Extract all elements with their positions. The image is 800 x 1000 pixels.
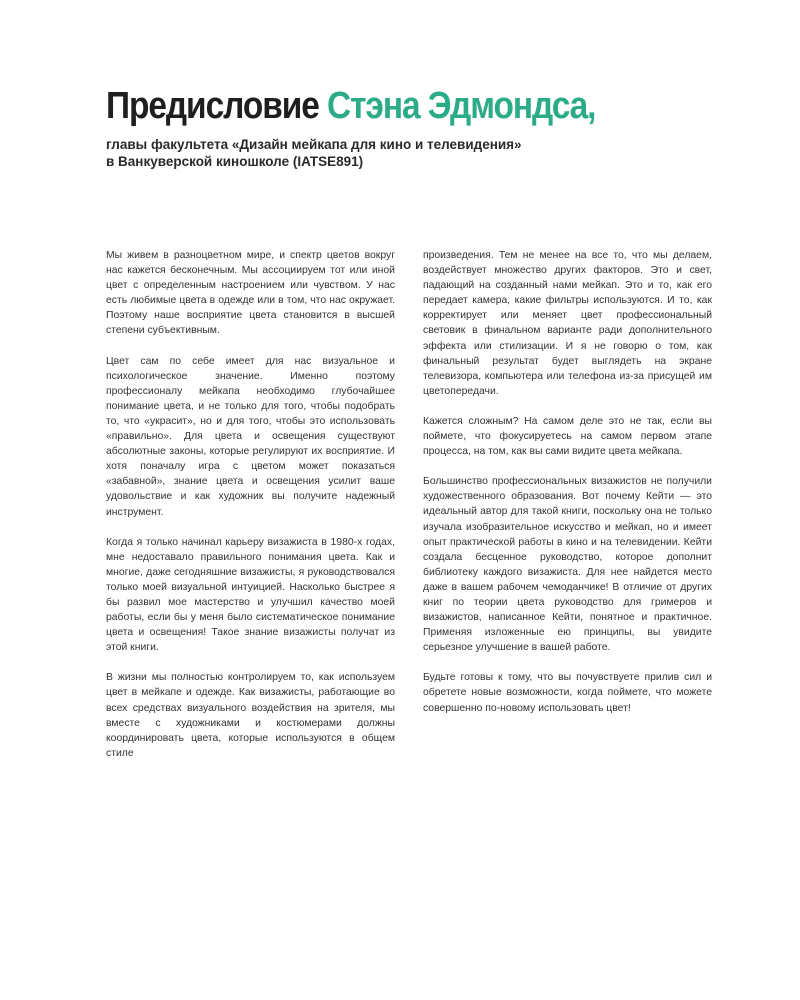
title-accent-part: Стэна Эдмондса, (327, 85, 596, 127)
subtitle-line-1: главы факультета «Дизайн мейкапа для кино и телевидения» (106, 137, 522, 152)
paragraph: Большинство профессиональных визажистов не получили художественного образования. Вот почему Кейти — это идеальный автор для такой книги, поскольку она не только изучала изобразительное искусство и мейкап, но и имеет опыт практической работы в кино и на телевидении. Кейти создала бесценное руководство, которое дополнит библиотеку каждого визажиста. Для нее найдется место даже в вашем рабочем чемоданчике! В отличие от других книг по теории цвета руководство для гримеров и визажистов, написанное Кейти, понятное и практичное. Применяя изложенные ею принципы, вы увидите серьезное улучшение в вашей работе. (423, 476, 712, 654)
right-column (423, 248, 712, 731)
subtitle-line-2: в Ванкуверской киношколе (IATSE891) (106, 154, 364, 169)
page-title (106, 84, 595, 128)
left-column (106, 248, 395, 776)
paragraph: Когда я только начинал карьеру визажиста в 1980-х годах, мне недоставало правильного понимания цвета. Как и многие, даже сегодняшние визажисты, я руководствовался только моей визуальной интуицией. Насколько быстрее я бы развил мое мастерство и улучшил качество моей работы, если бы у меня было систематическое понимание цвета и освещения! Такое знание визажисты получат из этой книги. (106, 536, 395, 654)
paragraph: Кажется сложным? На самом деле это не так, если вы поймете, что фокусируетесь на самом первом этапе процесса, на том, как вы сами видите цвета мейкапа. (423, 415, 712, 458)
paragraph: Будьте готовы к тому, что вы почувствуете прилив сил и обретете новые возможности, когда поймете, что можете совершенно по-новому использовать цвет! (423, 672, 712, 714)
title-dark-part: Предисловие (106, 85, 319, 127)
paragraph: Цвет сам по себе имеет для нас визуальное и психологическое значение. Именно поэтому профессионалу мейкапа необходимо глубочайшее понимание цвета, и не только для того, чтобы подобрать то, что «украсит», но и для того, чтобы это использовать «правильно». Для цвета и освещения существуют абсолютные законы, которые регулируют их восприятие. И хотя поначалу игра с цветом может показаться «забавной», знание цвета и освещения усилит ваше удовольствие и как художник вы получите надежный инструмент. (106, 355, 395, 518)
paragraph: Мы живем в разноцветном мире, и спектр цветов вокруг нас кажется бесконечным. Мы ассоциируем тот или иной цвет с определенным настроением или чувством. У нас есть любимые цвета в одежде или в том, что нас окружает. Поэтому наше восприятие цвета становится в высшей степени субъективным. (106, 250, 395, 337)
paragraph: В жизни мы полностью контролируем то, как используем цвет в мейкапе и одежде. Как визажисты, работающие во всех средствах визуального воздействия на зрителя, мы вместе с художниками и костюмерами должны координировать цвета, которые используются в общем стиле (106, 672, 395, 759)
paragraph: произведения. Тем не менее на все то, что мы делаем, воздействует множество других факторов. Это и свет, падающий на созданный нами мейкап. Это и то, как его передает камера, какие фильтры используются. И то, как корректирует или меняет цвет профессиональный световик в финальном варианте ради дополнительного эффекта или стилизации. И я не говорю о том, как финальный результат будет выглядеть на экране телевизора, компьютера или телефона из-за присущей им цветопередачи. (423, 250, 712, 397)
subtitle (106, 136, 666, 170)
